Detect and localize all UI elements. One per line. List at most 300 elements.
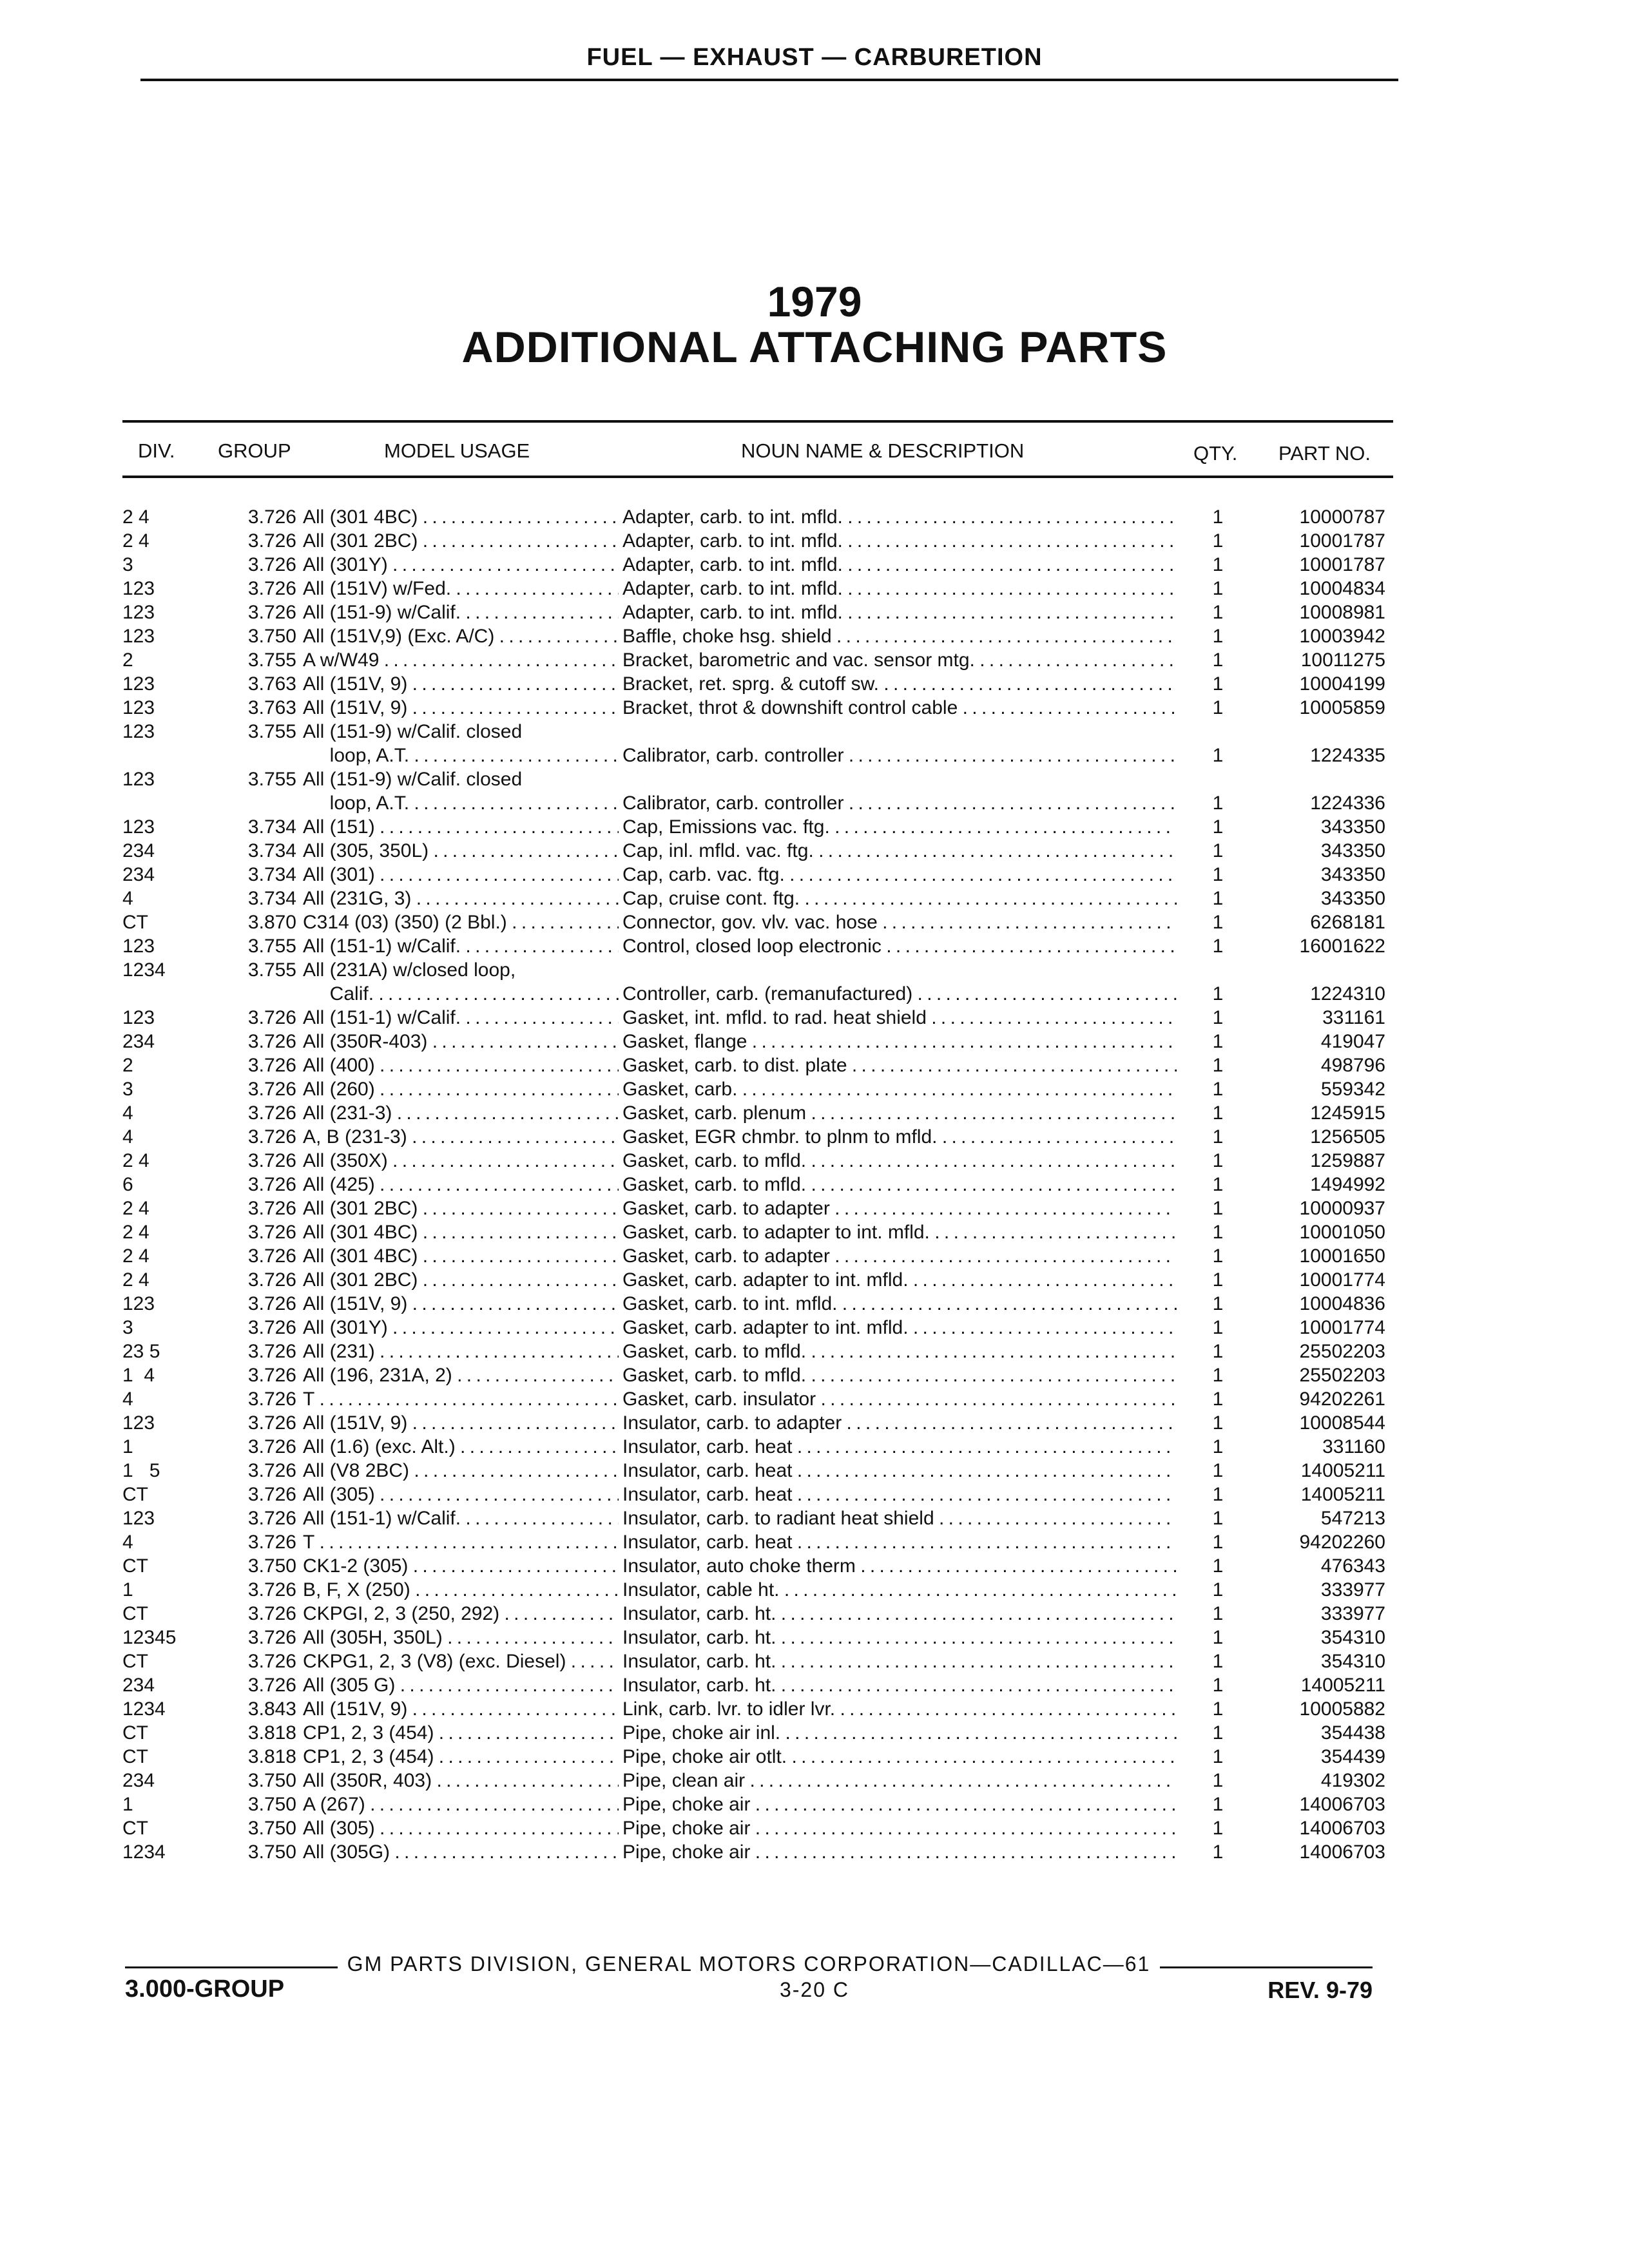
- row-div: 234: [122, 1675, 155, 1696]
- row-description: Gasket, EGR chmbr. to plnm to mfld. . . .: [622, 1125, 1177, 1149]
- row-part-number: 10005859: [1299, 697, 1385, 718]
- row-model-usage: A, B (231-3) . . .: [303, 1125, 619, 1149]
- row-qty: 1: [1212, 1460, 1224, 1481]
- row-model-usage: C314 (03) (350) (2 Bbl.) . . .: [303, 910, 619, 934]
- row-qty: 1: [1212, 1412, 1224, 1434]
- row-group: 3.726: [247, 1675, 296, 1696]
- row-model-usage: All (301 4BC) . . .: [303, 505, 619, 529]
- table-row: [0, 744, 1629, 767]
- row-description: Pipe, choke air . . .: [622, 1792, 1177, 1816]
- table-row: [0, 1459, 1629, 1483]
- row-qty: 1: [1212, 1198, 1224, 1219]
- row-description: Pipe, choke air inl. . . .: [622, 1721, 1177, 1745]
- row-div: 2 4: [122, 1269, 149, 1291]
- row-description: Gasket, carb. insulator . . .: [622, 1387, 1177, 1411]
- row-part-number: 419302: [1320, 1770, 1385, 1791]
- row-div: 123: [122, 626, 155, 647]
- table-row: [0, 1673, 1629, 1697]
- row-group: 3.726: [247, 1389, 296, 1410]
- col-header-qty: QTY.: [1193, 442, 1238, 465]
- row-div: CT: [122, 1651, 148, 1672]
- row-model-usage: CKPGI, 2, 3 (250, 292) . . .: [303, 1602, 619, 1626]
- row-model-usage: CP1, 2, 3 (454) . . .: [303, 1745, 619, 1769]
- row-div: 3: [122, 1317, 133, 1338]
- table-row: [0, 1745, 1629, 1769]
- row-description: Bracket, throt & downshift control cable . . .: [622, 696, 1177, 720]
- row-part-number: 10008981: [1299, 602, 1385, 623]
- row-description: Insulator, cable ht. . . .: [622, 1578, 1177, 1602]
- row-group: 3.726: [247, 1031, 296, 1052]
- row-qty: 1: [1212, 1675, 1224, 1696]
- row-description: Bracket, barometric and vac. sensor mtg. . . .: [622, 648, 1177, 672]
- row-qty: 1: [1212, 673, 1224, 695]
- row-part-number: 343350: [1320, 888, 1385, 909]
- row-description: Pipe, clean air . . .: [622, 1769, 1177, 1792]
- row-description: Insulator, carb. to adapter . . .: [622, 1411, 1177, 1435]
- table-header-rule: [122, 476, 1393, 478]
- table-row: [0, 1220, 1629, 1244]
- row-div: 234: [122, 840, 155, 861]
- table-row: [0, 982, 1629, 1006]
- table-row: [0, 1506, 1629, 1530]
- row-description: Adapter, carb. to int. mfld. . . .: [622, 505, 1177, 529]
- row-description: Gasket, carb. plenum . . .: [622, 1101, 1177, 1125]
- row-qty: 1: [1212, 1055, 1224, 1076]
- table-row: [0, 1101, 1629, 1125]
- row-div: CT: [122, 1818, 148, 1839]
- division-rule-left: [125, 1966, 338, 1968]
- row-group: 3.755: [247, 959, 296, 981]
- row-description: Bracket, ret. sprg. & cutoff sw. . . .: [622, 672, 1177, 696]
- row-qty: 1: [1212, 1841, 1224, 1863]
- row-part-number: 10005882: [1299, 1698, 1385, 1720]
- row-qty: 1: [1212, 530, 1224, 552]
- row-part-number: 10004834: [1299, 578, 1385, 599]
- row-group: 3.726: [247, 1627, 296, 1648]
- row-model-usage: All (350R, 403) . . .: [303, 1769, 619, 1792]
- row-description: Gasket, carb. to int. mfld. . . .: [622, 1292, 1177, 1316]
- row-qty: 1: [1212, 1269, 1224, 1291]
- row-model-usage: All (301 2BC) . . .: [303, 1268, 619, 1292]
- row-description: Insulator, carb. ht. . . .: [622, 1626, 1177, 1649]
- table-row: [0, 1149, 1629, 1173]
- row-qty: 1: [1212, 745, 1224, 766]
- row-div: 1234: [122, 1698, 166, 1720]
- row-div: 2 4: [122, 530, 149, 552]
- row-description: Adapter, carb. to int. mfld. . . .: [622, 601, 1177, 624]
- row-qty: 1: [1212, 1484, 1224, 1505]
- row-group: 3.734: [247, 888, 296, 909]
- col-header-model: MODEL USAGE: [384, 439, 530, 462]
- row-div: 4: [122, 1389, 133, 1410]
- row-qty: 1: [1212, 1555, 1224, 1577]
- row-model-usage: All (231-3) . . .: [303, 1101, 619, 1125]
- row-group: 3.726: [247, 1007, 296, 1028]
- row-part-number: 354438: [1320, 1722, 1385, 1744]
- row-description: Pipe, choke air . . .: [622, 1816, 1177, 1840]
- row-part-number: 25502203: [1299, 1341, 1385, 1362]
- row-qty: 1: [1212, 1651, 1224, 1672]
- row-description: Pipe, choke air otlt. . . .: [622, 1745, 1177, 1769]
- row-description: Insulator, carb. heat . . .: [622, 1530, 1177, 1554]
- table-row: [0, 1602, 1629, 1626]
- row-model-usage: All (151-1) w/Calif. . . .: [303, 1506, 619, 1530]
- row-group: 3.755: [247, 721, 296, 742]
- row-part-number: 14005211: [1300, 1460, 1385, 1481]
- row-description: Insulator, carb. to radiant heat shield . . .: [622, 1506, 1177, 1530]
- row-qty: 1: [1212, 1317, 1224, 1338]
- row-qty: 1: [1212, 1102, 1224, 1124]
- row-description: Insulator, auto choke therm . . .: [622, 1554, 1177, 1578]
- row-qty: 1: [1212, 1698, 1224, 1720]
- footer-page-number: 3-20 C: [779, 1978, 850, 2001]
- table-row: [0, 1316, 1629, 1340]
- row-qty: 1: [1212, 1365, 1224, 1386]
- row-group: 3.726: [247, 1579, 296, 1600]
- row-qty: 1: [1212, 1603, 1224, 1624]
- row-group: 3.726: [247, 1269, 296, 1291]
- row-model-usage: All (1.6) (exc. Alt.) . . .: [303, 1435, 619, 1459]
- row-part-number: 343350: [1320, 840, 1385, 861]
- row-qty: 1: [1212, 936, 1224, 957]
- row-model-usage: All (260) . . .: [303, 1077, 619, 1101]
- row-qty: 1: [1212, 1722, 1224, 1744]
- row-part-number: 354310: [1320, 1651, 1385, 1672]
- row-qty: 1: [1212, 816, 1224, 838]
- row-group: 3.726: [247, 1055, 296, 1076]
- row-part-number: 559342: [1320, 1079, 1385, 1100]
- table-row: [0, 696, 1629, 720]
- table-row: [0, 1697, 1629, 1721]
- row-qty: 1: [1212, 1341, 1224, 1362]
- row-part-number: 10004836: [1299, 1293, 1385, 1314]
- row-div: 23 5: [122, 1341, 160, 1362]
- table-row: [0, 839, 1629, 863]
- footer-revision: REV. 9-79: [1268, 1977, 1373, 2003]
- row-part-number: 343350: [1320, 864, 1385, 885]
- row-div: 123: [122, 673, 155, 695]
- row-qty: 1: [1212, 578, 1224, 599]
- row-model-usage: All (231A) w/closed loop,: [303, 959, 516, 981]
- row-group: 3.818: [247, 1722, 296, 1744]
- row-model-usage: All (301 4BC) . . .: [303, 1220, 619, 1244]
- row-group: 3.726: [247, 1150, 296, 1171]
- row-model-usage: All (231) . . .: [303, 1340, 619, 1363]
- row-div: CT: [122, 1603, 148, 1624]
- row-group: 3.750: [247, 626, 296, 647]
- row-group: 3.726: [247, 1317, 296, 1338]
- row-group: 3.750: [247, 1818, 296, 1839]
- row-group: 3.726: [247, 1436, 296, 1457]
- row-model-usage: All (350R-403) . . .: [303, 1030, 619, 1053]
- row-group: 3.726: [247, 602, 296, 623]
- row-part-number: 331160: [1322, 1436, 1385, 1457]
- row-part-number: 10001650: [1299, 1245, 1385, 1267]
- row-part-number: 14005211: [1300, 1484, 1385, 1505]
- row-part-number: 10000787: [1299, 506, 1385, 528]
- row-div: CT: [122, 912, 148, 933]
- table-row: [0, 1340, 1629, 1363]
- row-qty: 1: [1212, 1293, 1224, 1314]
- row-part-number: 343350: [1320, 816, 1385, 838]
- row-part-number: 1494992: [1310, 1174, 1385, 1195]
- row-div: 3: [122, 1079, 133, 1100]
- table-row: [0, 1196, 1629, 1220]
- row-model-usage: B, F, X (250) . . .: [303, 1578, 619, 1602]
- row-group: 3.726: [247, 1508, 296, 1529]
- row-div: 2 4: [122, 1150, 149, 1171]
- row-description: Cap, cruise cont. ftg. . . .: [622, 887, 1177, 910]
- row-description: Controller, carb. (remanufactured) . . .: [622, 982, 1177, 1006]
- row-div: 2 4: [122, 506, 149, 528]
- row-part-number: 14006703: [1299, 1818, 1385, 1839]
- row-description: Gasket, carb. to mfld. . . .: [622, 1363, 1177, 1387]
- row-part-number: 1224335: [1310, 745, 1385, 766]
- row-model-usage: T . . .: [303, 1530, 619, 1554]
- row-description: Gasket, carb. to adapter . . .: [622, 1244, 1177, 1268]
- row-model-usage: CP1, 2, 3 (454) . . .: [303, 1721, 619, 1745]
- row-part-number: 1259887: [1310, 1150, 1385, 1171]
- row-model-usage: All (301Y) . . .: [303, 1316, 619, 1340]
- row-model-usage: All (151-1) w/Calif. . . .: [303, 934, 619, 958]
- row-qty: 1: [1212, 1794, 1224, 1815]
- row-description: Adapter, carb. to int. mfld. . . .: [622, 577, 1177, 601]
- row-div: 2: [122, 1055, 133, 1076]
- table-row: [0, 791, 1629, 815]
- parts-table: [0, 505, 1629, 1864]
- row-description: Insulator, carb. ht. . . .: [622, 1649, 1177, 1673]
- row-part-number: 10000937: [1299, 1198, 1385, 1219]
- row-div: 123: [122, 721, 155, 742]
- row-description: Gasket, carb. to mfld. . . .: [622, 1340, 1177, 1363]
- row-qty: 1: [1212, 1150, 1224, 1171]
- row-qty: 1: [1212, 1174, 1224, 1195]
- row-group: 3.734: [247, 864, 296, 885]
- row-group: 3.726: [247, 1293, 296, 1314]
- table-row: [0, 672, 1629, 696]
- row-group: 3.726: [247, 1651, 296, 1672]
- row-qty: 1: [1212, 1436, 1224, 1457]
- row-part-number: 354439: [1320, 1746, 1385, 1767]
- row-group: 3.726: [247, 1341, 296, 1362]
- row-group: 3.726: [247, 1079, 296, 1100]
- row-group: 3.734: [247, 840, 296, 861]
- table-row: [0, 1649, 1629, 1673]
- row-div: 1: [122, 1579, 133, 1600]
- table-row: [0, 1387, 1629, 1411]
- row-div: 1: [122, 1436, 133, 1457]
- row-part-number: 547213: [1320, 1508, 1385, 1529]
- row-model-usage: All (305) . . .: [303, 1483, 619, 1506]
- row-part-number: 10001050: [1299, 1222, 1385, 1243]
- row-model-usage: All (151-1) w/Calif. . . .: [303, 1006, 619, 1030]
- row-model-usage: All (305, 350L) . . .: [303, 839, 619, 863]
- row-description: Link, carb. lvr. to idler lvr. . . .: [622, 1697, 1177, 1721]
- table-row: [0, 887, 1629, 910]
- row-div: 234: [122, 1031, 155, 1052]
- row-group: 3.726: [247, 1102, 296, 1124]
- row-part-number: 6268181: [1310, 912, 1385, 933]
- row-model-usage: CK1-2 (305) . . .: [303, 1554, 619, 1578]
- row-description: Gasket, carb. adapter to int. mfld. . . .: [622, 1316, 1177, 1340]
- table-row: [0, 1292, 1629, 1316]
- row-model-usage: All (151V) w/Fed. . . .: [303, 577, 619, 601]
- row-qty: 1: [1212, 1818, 1224, 1839]
- row-description: Gasket, carb. to mfld. . . .: [622, 1173, 1177, 1196]
- row-model-usage: All (305G) . . .: [303, 1840, 619, 1864]
- table-row: [0, 1268, 1629, 1292]
- row-description: Cap, inl. mfld. vac. ftg. . . .: [622, 839, 1177, 863]
- table-row: [0, 1792, 1629, 1816]
- row-part-number: 331161: [1322, 1007, 1385, 1028]
- row-model-usage: All (151V, 9) . . .: [303, 1411, 619, 1435]
- row-model-usage: All (151) . . .: [303, 815, 619, 839]
- row-model-usage: All (350X) . . .: [303, 1149, 619, 1173]
- row-group: 3.750: [247, 1770, 296, 1791]
- row-qty: 1: [1212, 1508, 1224, 1529]
- table-row: [0, 1435, 1629, 1459]
- row-div: 123: [122, 769, 155, 790]
- table-row: [0, 1411, 1629, 1435]
- page-title: ADDITIONAL ATTACHING PARTS: [461, 323, 1168, 372]
- row-div: 6: [122, 1174, 133, 1195]
- table-row: [0, 720, 1629, 744]
- table-row: [0, 1125, 1629, 1149]
- table-row: [0, 1626, 1629, 1649]
- row-description: Insulator, carb. heat . . .: [622, 1483, 1177, 1506]
- row-group: 3.755: [247, 649, 296, 671]
- row-description: Gasket, carb. adapter to int. mfld. . . .: [622, 1268, 1177, 1292]
- row-div: 123: [122, 1007, 155, 1028]
- row-group: 3.726: [247, 1126, 296, 1148]
- division-text: GM PARTS DIVISION, GENERAL MOTORS CORPORATION—CADILLAC—61: [347, 1952, 1151, 1975]
- row-model-usage: All (151-9) w/Calif. closed: [303, 721, 523, 742]
- row-part-number: 10003942: [1299, 626, 1385, 647]
- row-part-number: 14006703: [1299, 1841, 1385, 1863]
- row-description: Gasket, carb. to adapter . . .: [622, 1196, 1177, 1220]
- row-model-usage: All (151V, 9) . . .: [303, 1292, 619, 1316]
- row-qty: 1: [1212, 888, 1224, 909]
- row-qty: 1: [1212, 983, 1224, 1004]
- table-row: [0, 1244, 1629, 1268]
- table-row: [0, 1483, 1629, 1506]
- row-group: 3.726: [247, 1245, 296, 1267]
- row-qty: 1: [1212, 626, 1224, 647]
- row-description: Control, closed loop electronic . . .: [622, 934, 1177, 958]
- col-header-div: DIV.: [138, 439, 175, 462]
- row-description: Adapter, carb. to int. mfld. . . .: [622, 529, 1177, 553]
- row-description: Insulator, carb. heat . . .: [622, 1459, 1177, 1483]
- row-model-usage: All (301Y) . . .: [303, 553, 619, 577]
- row-qty: 1: [1212, 1079, 1224, 1100]
- row-div: 4: [122, 888, 133, 909]
- row-model-usage: All (301) . . .: [303, 863, 619, 887]
- row-model-usage: CKPG1, 2, 3 (V8) (exc. Diesel) . . .: [303, 1649, 619, 1673]
- row-group: 3.726: [247, 578, 296, 599]
- row-part-number: 333977: [1320, 1603, 1385, 1624]
- table-row: [0, 601, 1629, 624]
- row-model-usage: loop, A.T. . . .: [303, 791, 619, 815]
- table-row: [0, 1554, 1629, 1578]
- row-group: 3.843: [247, 1698, 296, 1720]
- row-model-usage: All (301 2BC) . . .: [303, 529, 619, 553]
- row-part-number: 10001774: [1299, 1317, 1385, 1338]
- row-qty: 1: [1212, 912, 1224, 933]
- table-row: [0, 910, 1629, 934]
- row-model-usage: A (267) . . .: [303, 1792, 619, 1816]
- row-div: 123: [122, 602, 155, 623]
- row-description: Gasket, int. mfld. to rad. heat shield . . .: [622, 1006, 1177, 1030]
- row-group: 3.763: [247, 673, 296, 695]
- row-qty: 1: [1212, 506, 1224, 528]
- row-div: 12345: [122, 1627, 177, 1648]
- page-year: 1979: [767, 278, 862, 325]
- row-model-usage: All (V8 2BC) . . .: [303, 1459, 619, 1483]
- row-description: Gasket, carb. to adapter to int. mfld. . . .: [622, 1220, 1177, 1244]
- row-part-number: 1224336: [1310, 793, 1385, 814]
- row-qty: 1: [1212, 1031, 1224, 1052]
- row-div: CT: [122, 1722, 148, 1744]
- row-part-number: 354310: [1320, 1627, 1385, 1648]
- row-div: 2: [122, 649, 133, 671]
- row-description: Cap, carb. vac. ftg. . . .: [622, 863, 1177, 887]
- row-model-usage: T . . .: [303, 1387, 619, 1411]
- row-description: Adapter, carb. to int. mfld. . . .: [622, 553, 1177, 577]
- row-model-usage: All (400) . . .: [303, 1053, 619, 1077]
- row-group: 3.750: [247, 1841, 296, 1863]
- row-group: 3.726: [247, 530, 296, 552]
- row-part-number: 10004199: [1299, 673, 1385, 695]
- row-div: 1 5: [122, 1460, 160, 1481]
- row-model-usage: All (196, 231A, 2) . . .: [303, 1363, 619, 1387]
- row-div: 4: [122, 1532, 133, 1553]
- row-model-usage: All (425) . . .: [303, 1173, 619, 1196]
- row-qty: 1: [1212, 1007, 1224, 1028]
- row-qty: 1: [1212, 1532, 1224, 1553]
- row-div: 2 4: [122, 1222, 149, 1243]
- row-part-number: 1245915: [1310, 1102, 1385, 1124]
- row-div: 1234: [122, 1841, 166, 1863]
- row-group: 3.726: [247, 1198, 296, 1219]
- row-group: 3.755: [247, 769, 296, 790]
- row-group: 3.726: [247, 1174, 296, 1195]
- row-part-number: 419047: [1320, 1031, 1385, 1052]
- row-qty: 1: [1212, 1770, 1224, 1791]
- row-model-usage: A w/W49 . . .: [303, 648, 619, 672]
- row-description: Cap, Emissions vac. ftg. . . .: [622, 815, 1177, 839]
- row-model-usage: All (151V, 9) . . .: [303, 696, 619, 720]
- row-model-usage: All (151V,9) (Exc. A/C) . . .: [303, 624, 619, 648]
- table-row: [0, 553, 1629, 577]
- row-description: Connector, gov. vlv. vac. hose . . .: [622, 910, 1177, 934]
- row-model-usage: All (151-9) w/Calif. . . .: [303, 601, 619, 624]
- row-part-number: 1256505: [1310, 1126, 1385, 1148]
- row-div: CT: [122, 1555, 148, 1577]
- row-description: Calibrator, carb. controller . . .: [622, 744, 1177, 767]
- table-row: [0, 648, 1629, 672]
- table-row: [0, 1840, 1629, 1864]
- table-row: [0, 1816, 1629, 1840]
- row-group: 3.726: [247, 1460, 296, 1481]
- row-div: 3: [122, 554, 133, 575]
- row-model-usage: All (231G, 3) . . .: [303, 887, 619, 910]
- table-row: [0, 1030, 1629, 1053]
- row-div: 1234: [122, 959, 166, 981]
- table-row: [0, 577, 1629, 601]
- row-qty: 1: [1212, 840, 1224, 861]
- row-part-number: 10011275: [1300, 649, 1385, 671]
- row-description: Gasket, carb. . . .: [622, 1077, 1177, 1101]
